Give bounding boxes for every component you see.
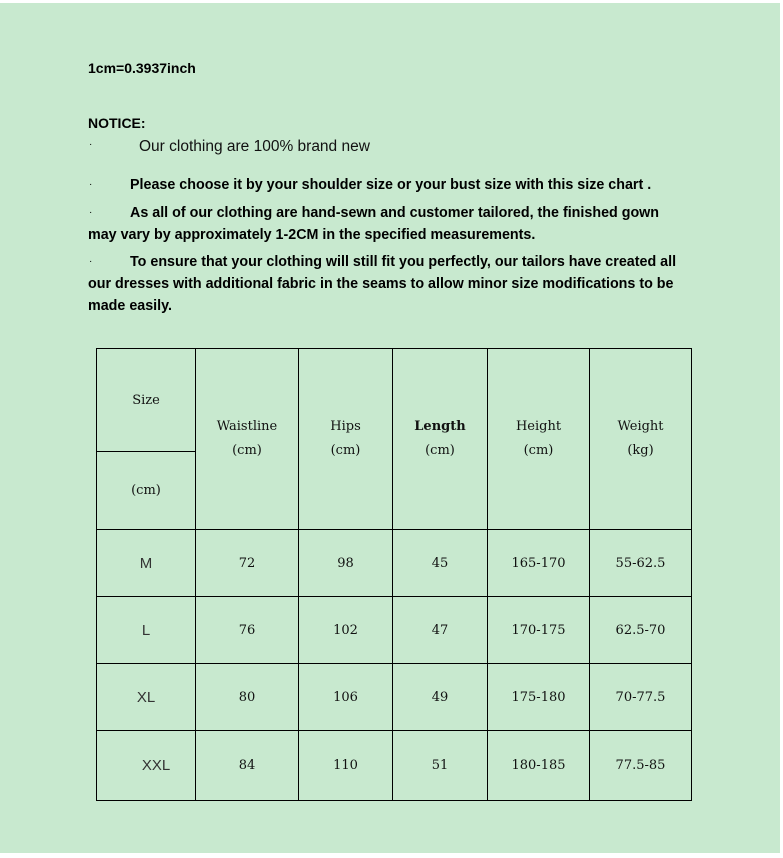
table-row: [97, 597, 692, 664]
column-header-height: [488, 349, 590, 530]
height-cell: 180-185: [488, 731, 590, 801]
column-header-label: Length: [414, 419, 466, 434]
notice-paragraph-1-text: Please choose it by your shoulder size or your bust size with this size chart .: [130, 177, 652, 193]
notice-paragraph-3-line-1: To ensure that your clothing will still fit you perfectly, our tailors have created all: [130, 254, 677, 270]
column-header-label: Weight: [617, 419, 664, 434]
column-header-weight: [590, 349, 692, 530]
column-header-label: Hips: [330, 419, 361, 434]
notice-paragraph-3: [88, 251, 708, 317]
length-cell: 47: [393, 597, 488, 664]
notice-paragraph-2-line-2: may vary by approximately 1-2CM in the specified measurements.: [88, 227, 536, 243]
size-cell: L: [97, 597, 196, 664]
weight-cell: 62.5-70: [590, 597, 692, 664]
column-header-unit: (cm): [425, 443, 455, 458]
notice-paragraph-3-line-3: made easily.: [88, 298, 172, 314]
waistline-cell: 84: [196, 731, 299, 801]
size-cell: XXL: [97, 731, 196, 801]
length-cell: 51: [393, 731, 488, 801]
weight-cell: 77.5-85: [590, 731, 692, 801]
hips-cell: 110: [299, 731, 393, 801]
waistline-cell: 80: [196, 664, 299, 731]
height-cell: 175-180: [488, 664, 590, 731]
size-unit-cell: [97, 452, 196, 530]
size-cell: M: [97, 530, 196, 597]
column-header-unit: (kg): [627, 443, 654, 458]
height-cell: 165-170: [488, 530, 590, 597]
column-header-unit: (cm): [523, 443, 554, 458]
table-row: [97, 731, 692, 801]
column-header-unit: (cm): [232, 443, 262, 458]
column-header-waistline: [196, 349, 299, 530]
brand-new-text: Our clothing are 100% brand new: [139, 138, 370, 155]
size-chart-page: [0, 3, 780, 853]
table-row: [97, 664, 692, 731]
bullet-dot: ·: [89, 179, 93, 190]
length-cell: 49: [393, 664, 488, 731]
waistline-cell: 76: [196, 597, 299, 664]
weight-cell: 55-62.5: [590, 530, 692, 597]
unit-conversion: 1cm=0.3937inch: [88, 60, 196, 76]
weight-cell: 70-77.5: [590, 664, 692, 731]
column-header-unit: (cm): [330, 443, 361, 458]
column-header-label: Height: [515, 419, 562, 434]
bullet-dot: ·: [89, 256, 93, 267]
size-header-label: Size: [132, 392, 160, 408]
size-cell: XL: [97, 664, 196, 731]
bullet-dot: ·: [89, 139, 93, 150]
bullet-dot: ·: [89, 207, 93, 218]
size-unit-label: (cm): [131, 483, 161, 498]
size-header-cell: [97, 349, 196, 452]
column-header-length: [393, 349, 488, 530]
notice-paragraph-2: [88, 202, 708, 246]
hips-cell: 102: [299, 597, 393, 664]
size-chart-table: [96, 348, 692, 801]
height-cell: 170-175: [488, 597, 590, 664]
hips-cell: 98: [299, 530, 393, 597]
column-header-hips: [299, 349, 393, 530]
notice-title: NOTICE:: [88, 115, 146, 131]
notice-paragraph-1: [88, 174, 708, 196]
length-cell: 45: [393, 530, 488, 597]
column-header-label: Waistline: [216, 419, 278, 434]
waistline-cell: 72: [196, 530, 299, 597]
hips-cell: 106: [299, 664, 393, 731]
table-row: [97, 530, 692, 597]
notice-paragraph-3-line-2: our dresses with additional fabric in the seams to allow minor size modifications to be: [88, 276, 674, 292]
notice-paragraph-2-line-1: As all of our clothing are hand-sewn and customer tailored, the finished gown: [130, 205, 660, 221]
